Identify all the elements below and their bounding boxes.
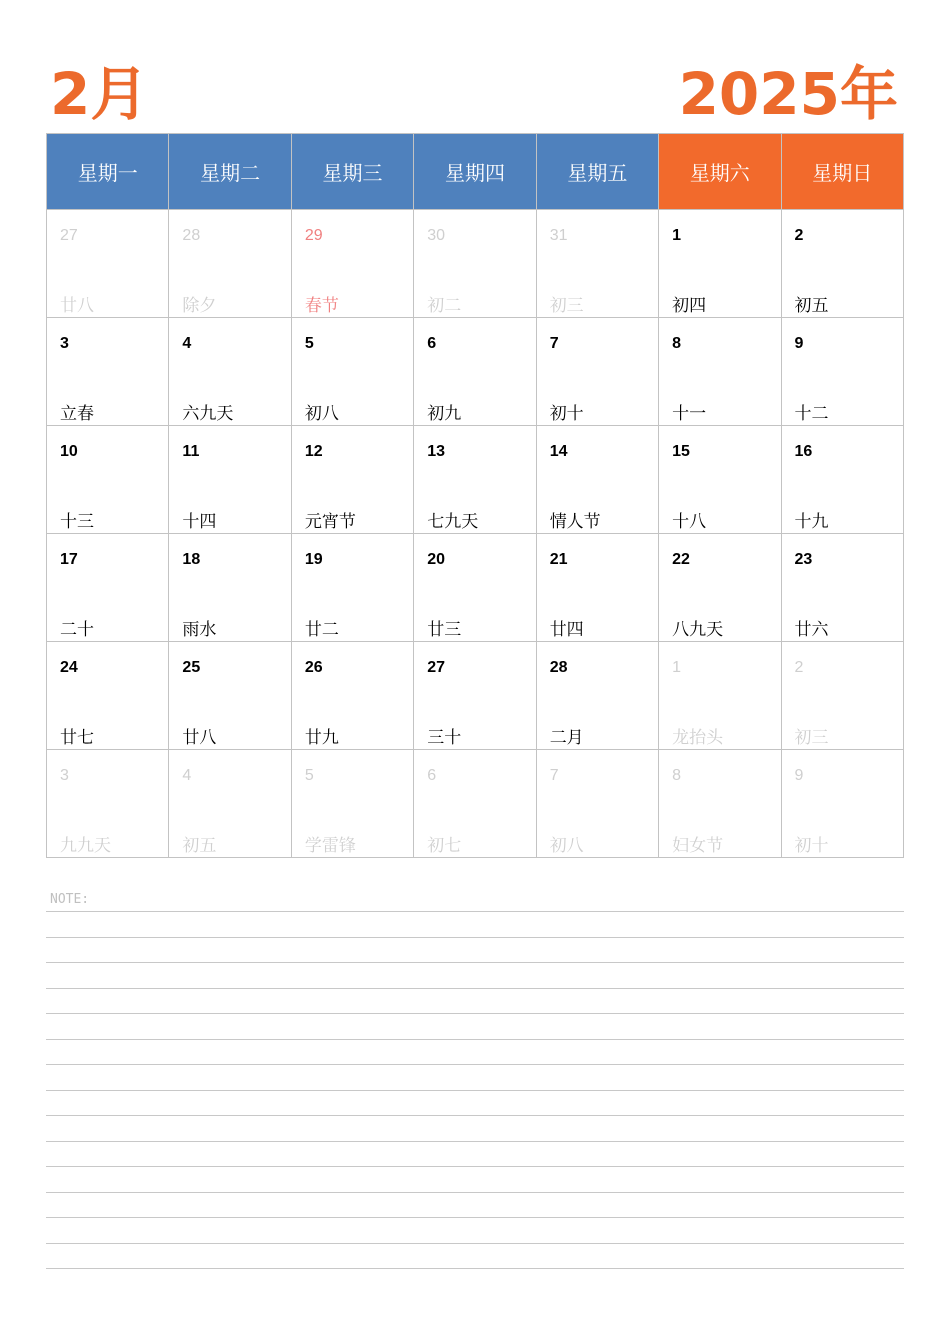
day-cell (291, 318, 413, 426)
note-line (46, 1013, 904, 1014)
day-number: 31 (549, 227, 568, 244)
lunar-date: 八九天 (672, 620, 724, 640)
day-cell (47, 318, 169, 426)
note-line (46, 988, 904, 989)
day-number: 6 (427, 767, 437, 784)
day-number: 7 (549, 335, 559, 352)
note-line (46, 1115, 904, 1116)
lunar-date: 春节 (304, 296, 339, 316)
lunar-date: 立春 (60, 404, 94, 424)
month-title: 2月 (50, 60, 149, 128)
lunar-date: 初五 (182, 836, 217, 856)
note-line (46, 1166, 904, 1167)
day-cell (414, 210, 536, 318)
day-cell (536, 318, 658, 426)
day-cell (414, 318, 536, 426)
day-number: 8 (672, 767, 682, 784)
day-cell (536, 210, 658, 318)
calendar-grid (46, 133, 904, 858)
lunar-date: 二十 (60, 620, 94, 640)
day-number: 4 (182, 767, 192, 784)
lunar-date: 十八 (672, 512, 707, 532)
day-number: 9 (794, 767, 804, 784)
lunar-date: 初九 (427, 404, 462, 424)
day-cell (414, 750, 536, 858)
lunar-date: 廿四 (549, 620, 584, 640)
day-number: 24 (60, 659, 78, 676)
week-row (47, 642, 904, 750)
day-number: 1 (672, 227, 682, 244)
day-number: 4 (182, 335, 192, 352)
day-number: 13 (427, 443, 446, 460)
day-cell (169, 534, 291, 642)
note-line (46, 1217, 904, 1218)
day-number: 19 (304, 551, 323, 568)
day-cell (291, 534, 413, 642)
day-cell (781, 426, 903, 534)
lunar-date: 十二 (794, 404, 829, 424)
lunar-date: 十九 (794, 512, 829, 532)
day-number: 5 (304, 767, 314, 784)
lunar-date: 初八 (549, 836, 584, 856)
lunar-date: 十四 (182, 512, 217, 532)
day-number: 5 (304, 335, 314, 352)
day-cell (169, 210, 291, 318)
lunar-date: 廿六 (794, 620, 829, 640)
note-line (46, 962, 904, 963)
day-cell (47, 750, 169, 858)
day-number: 27 (427, 659, 446, 676)
day-number: 15 (672, 443, 690, 460)
day-cell (47, 534, 169, 642)
day-cell (291, 210, 413, 318)
week-row (47, 534, 904, 642)
day-cell (659, 642, 781, 750)
lunar-date: 雨水 (182, 620, 217, 640)
weekday-header: 星期二 (169, 134, 291, 210)
lunar-date: 初七 (427, 836, 462, 856)
day-number: 27 (60, 227, 78, 244)
day-number: 10 (60, 443, 78, 460)
lunar-date: 廿三 (427, 620, 462, 640)
note-line (46, 911, 904, 912)
weekday-header-row (47, 134, 904, 210)
day-cell (414, 642, 536, 750)
day-cell (414, 534, 536, 642)
day-number: 17 (60, 551, 78, 568)
lunar-date: 初四 (672, 296, 707, 316)
day-cell (414, 426, 536, 534)
week-row (47, 426, 904, 534)
day-number: 21 (549, 551, 568, 568)
weekday-header: 星期一 (47, 134, 169, 210)
day-number: 3 (60, 767, 69, 784)
day-number: 28 (549, 659, 568, 676)
day-cell (291, 642, 413, 750)
day-cell (169, 750, 291, 858)
lunar-date: 除夕 (182, 296, 217, 316)
day-number: 11 (182, 443, 200, 460)
lunar-date: 廿九 (304, 728, 339, 748)
note-line (46, 1192, 904, 1193)
weekday-header: 星期五 (536, 134, 658, 210)
day-number: 2 (794, 227, 804, 244)
day-number: 20 (427, 551, 446, 568)
day-number: 28 (182, 227, 201, 244)
lunar-date: 廿八 (182, 728, 217, 748)
note-line (46, 1090, 904, 1091)
day-cell (536, 750, 658, 858)
lunar-date: 初二 (427, 296, 462, 316)
day-number: 23 (794, 551, 813, 568)
day-number: 26 (304, 659, 323, 676)
lunar-date: 三十 (427, 728, 462, 748)
day-cell (536, 426, 658, 534)
note-line (46, 1064, 904, 1065)
lunar-date: 妇女节 (672, 836, 724, 856)
lunar-date: 七九天 (427, 512, 479, 532)
day-cell (781, 534, 903, 642)
lunar-date: 廿七 (60, 728, 94, 748)
day-cell (781, 750, 903, 858)
lunar-date: 十一 (672, 404, 707, 424)
day-number: 18 (182, 551, 201, 568)
day-number: 12 (304, 443, 323, 460)
lunar-date: 六九天 (182, 404, 234, 424)
lunar-date: 情人节 (549, 512, 601, 532)
day-cell (659, 750, 781, 858)
day-number: 8 (672, 335, 682, 352)
lunar-date: 初八 (304, 404, 339, 424)
day-cell (47, 426, 169, 534)
note-label: NOTE: (50, 892, 90, 907)
day-number: 16 (794, 443, 813, 460)
weekday-header: 星期四 (414, 134, 536, 210)
note-lines (46, 911, 904, 1294)
note-line (46, 1243, 904, 1244)
lunar-date: 九九天 (60, 836, 111, 856)
day-cell (781, 318, 903, 426)
day-cell (169, 426, 291, 534)
day-number: 25 (182, 659, 201, 676)
day-cell (781, 642, 903, 750)
lunar-date: 廿二 (304, 620, 339, 640)
day-cell (659, 534, 781, 642)
weekday-header: 星期六 (659, 134, 781, 210)
day-number: 22 (672, 551, 690, 568)
lunar-date: 龙抬头 (672, 728, 724, 748)
day-number: 3 (60, 335, 69, 352)
day-cell (536, 534, 658, 642)
lunar-date: 初十 (794, 836, 829, 856)
day-cell (659, 210, 781, 318)
day-cell (169, 642, 291, 750)
day-number: 9 (794, 335, 804, 352)
day-number: 2 (794, 659, 804, 676)
day-cell (47, 210, 169, 318)
lunar-date: 十三 (60, 512, 94, 532)
note-line (46, 937, 904, 938)
day-cell (659, 318, 781, 426)
lunar-date: 二月 (549, 728, 584, 748)
lunar-date: 初三 (549, 296, 584, 316)
year-title: 2025年 (678, 60, 898, 128)
day-cell (291, 426, 413, 534)
week-row (47, 318, 904, 426)
note-line (46, 1268, 904, 1269)
weekday-header: 星期三 (291, 134, 413, 210)
week-row (47, 210, 904, 318)
lunar-date: 初三 (794, 728, 829, 748)
lunar-date: 初十 (549, 404, 584, 424)
calendar-body (47, 210, 904, 858)
day-cell (169, 318, 291, 426)
day-number: 30 (427, 227, 446, 244)
day-number: 6 (427, 335, 437, 352)
weekday-header: 星期日 (781, 134, 903, 210)
day-cell (291, 750, 413, 858)
day-cell (536, 642, 658, 750)
note-line (46, 1141, 904, 1142)
day-number: 1 (672, 659, 682, 676)
lunar-date: 廿八 (60, 296, 94, 316)
week-row (47, 750, 904, 858)
day-number: 29 (304, 227, 323, 244)
day-cell (659, 426, 781, 534)
lunar-date: 学雷锋 (304, 836, 356, 856)
day-cell (781, 210, 903, 318)
day-number: 7 (549, 767, 559, 784)
day-number: 14 (549, 443, 568, 460)
lunar-date: 初五 (794, 296, 829, 316)
note-line (46, 1039, 904, 1040)
lunar-date: 元宵节 (304, 512, 356, 532)
day-cell (47, 642, 169, 750)
